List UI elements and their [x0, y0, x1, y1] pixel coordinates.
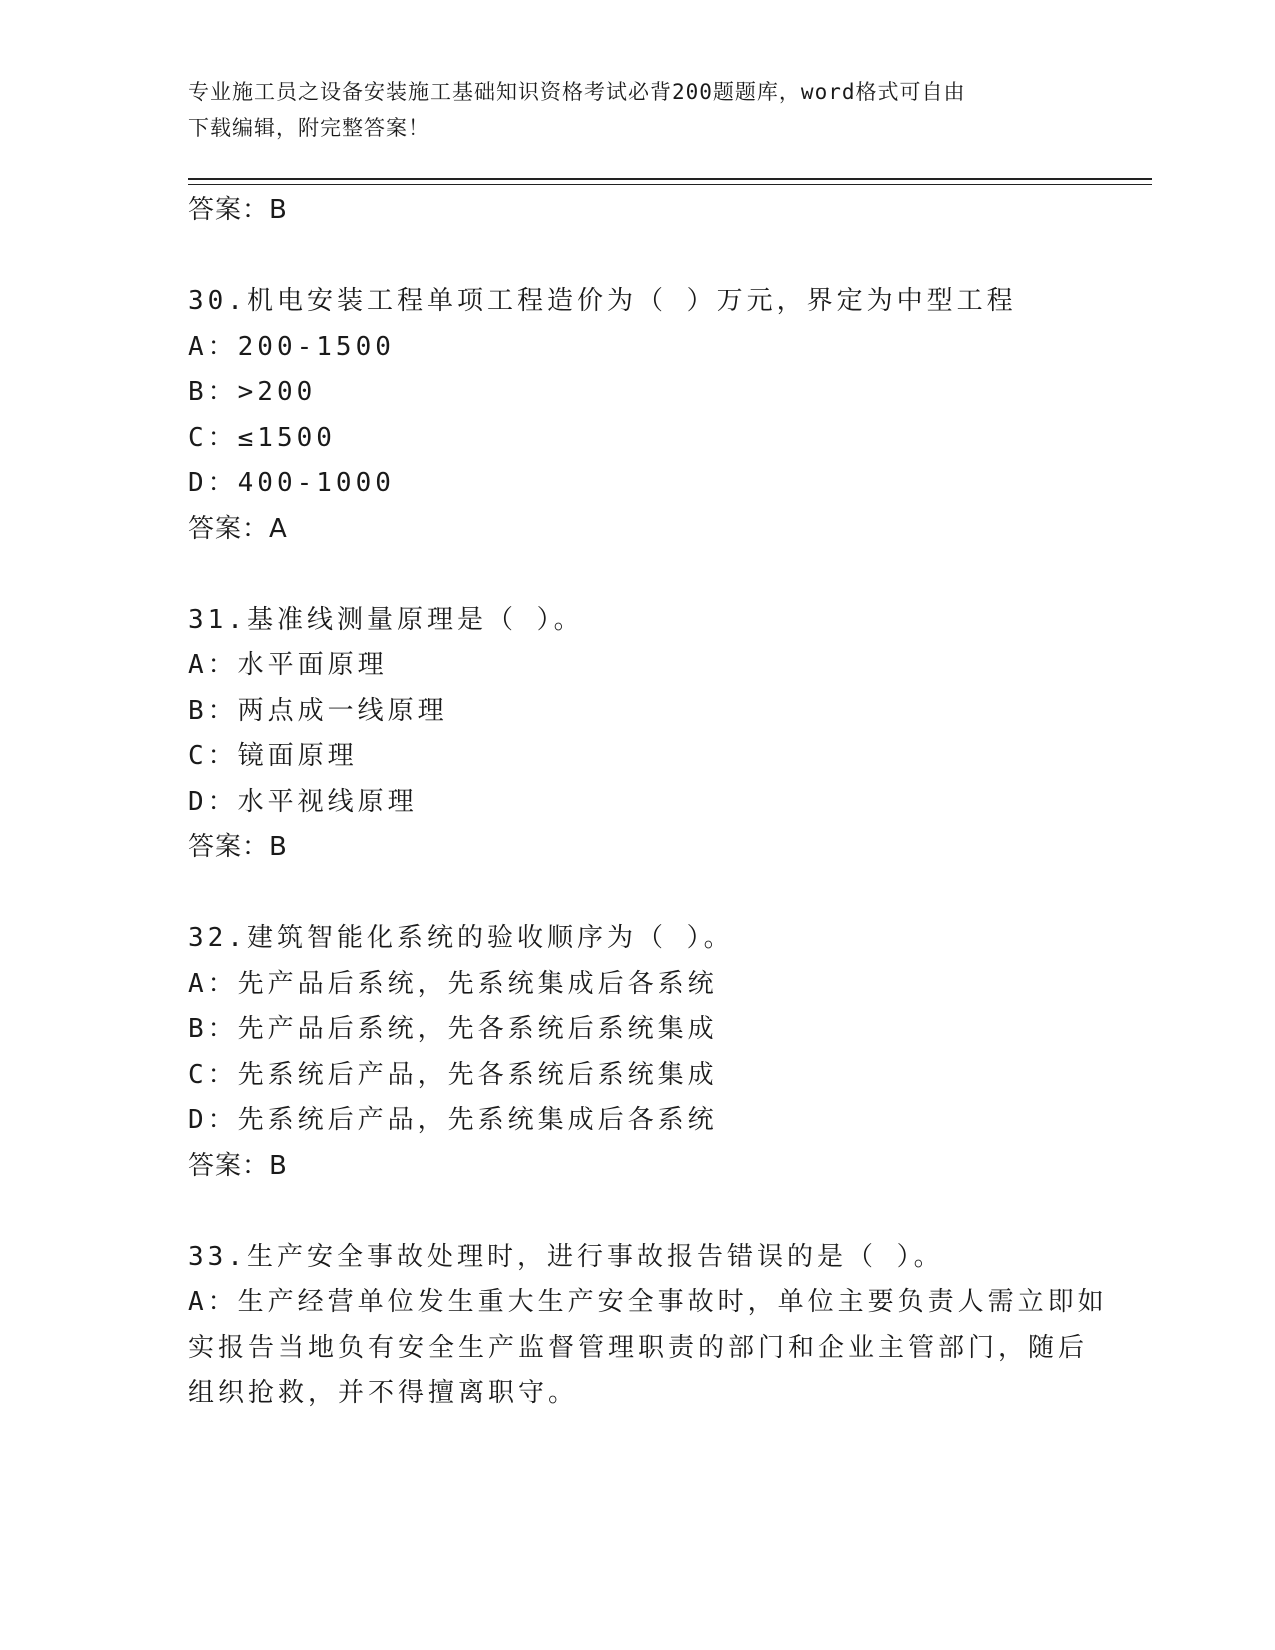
header-line-2: 下载编辑，附完整答案！	[188, 116, 430, 140]
option-c: C：镜面原理	[188, 741, 358, 771]
option-a: A：先产品后系统，先系统集成后各系统	[188, 968, 718, 999]
option-a-line-3: 组织抢救，并不得擅离职守。	[188, 1378, 579, 1408]
question-31	[188, 598, 1088, 871]
answer-line: 答案：B	[188, 195, 288, 225]
option-c: C：先系统后产品，先各系统后系统集成	[188, 1059, 718, 1090]
question-stem: 31.基准线测量原理是（ ）。	[188, 604, 584, 635]
spacer	[188, 552, 1088, 598]
option-b: B：>200	[188, 377, 317, 407]
spacer	[188, 234, 1088, 280]
question-stem: 30.机电安装工程单项工程造价为（ ）万元，界定为中型工程	[188, 286, 1017, 316]
header-line-1: 专业施工员之设备安装施工基础知识资格考试必背200题题库，word格式可自由	[188, 80, 966, 104]
spacer	[188, 1189, 1088, 1235]
option-a-line-2: 实报告当地负有安全生产监督管理职责的部门和企业主管部门，随后	[188, 1332, 1089, 1363]
option-b: B：两点成一线原理	[188, 695, 448, 726]
option-c: C：≤1500	[188, 422, 336, 453]
option-d: D：先系统后产品，先系统集成后各系统	[188, 1105, 718, 1135]
answer-line: 答案：B	[188, 832, 288, 862]
question-32	[188, 916, 1088, 1189]
question-stem: 32.建筑智能化系统的验收顺序为（ ）。	[188, 923, 734, 953]
question-30	[188, 279, 1088, 552]
option-a: A：水平面原理	[188, 650, 388, 680]
question-list	[188, 188, 1108, 1417]
question-stem: 33.生产安全事故处理时，进行事故报告错误的是（ ）。	[188, 1241, 944, 1272]
option-d: D：400-1000	[188, 468, 395, 498]
page-header	[188, 74, 1068, 146]
option-a-line-1: A：生产经营单位发生重大生产安全事故时，单位主要负责人需立即如	[188, 1287, 1108, 1317]
header-rule-thick	[188, 178, 1152, 180]
question-33	[188, 1235, 1108, 1417]
option-a: A：200-1500	[188, 331, 395, 362]
header-rule-thin	[188, 184, 1152, 185]
option-d: D：水平视线原理	[188, 786, 418, 817]
answer-line: 答案：B	[188, 1150, 288, 1181]
option-b: B：先产品后系统，先各系统后系统集成	[188, 1014, 718, 1044]
answer-line: 答案：A	[188, 513, 288, 544]
spacer	[188, 871, 1088, 917]
